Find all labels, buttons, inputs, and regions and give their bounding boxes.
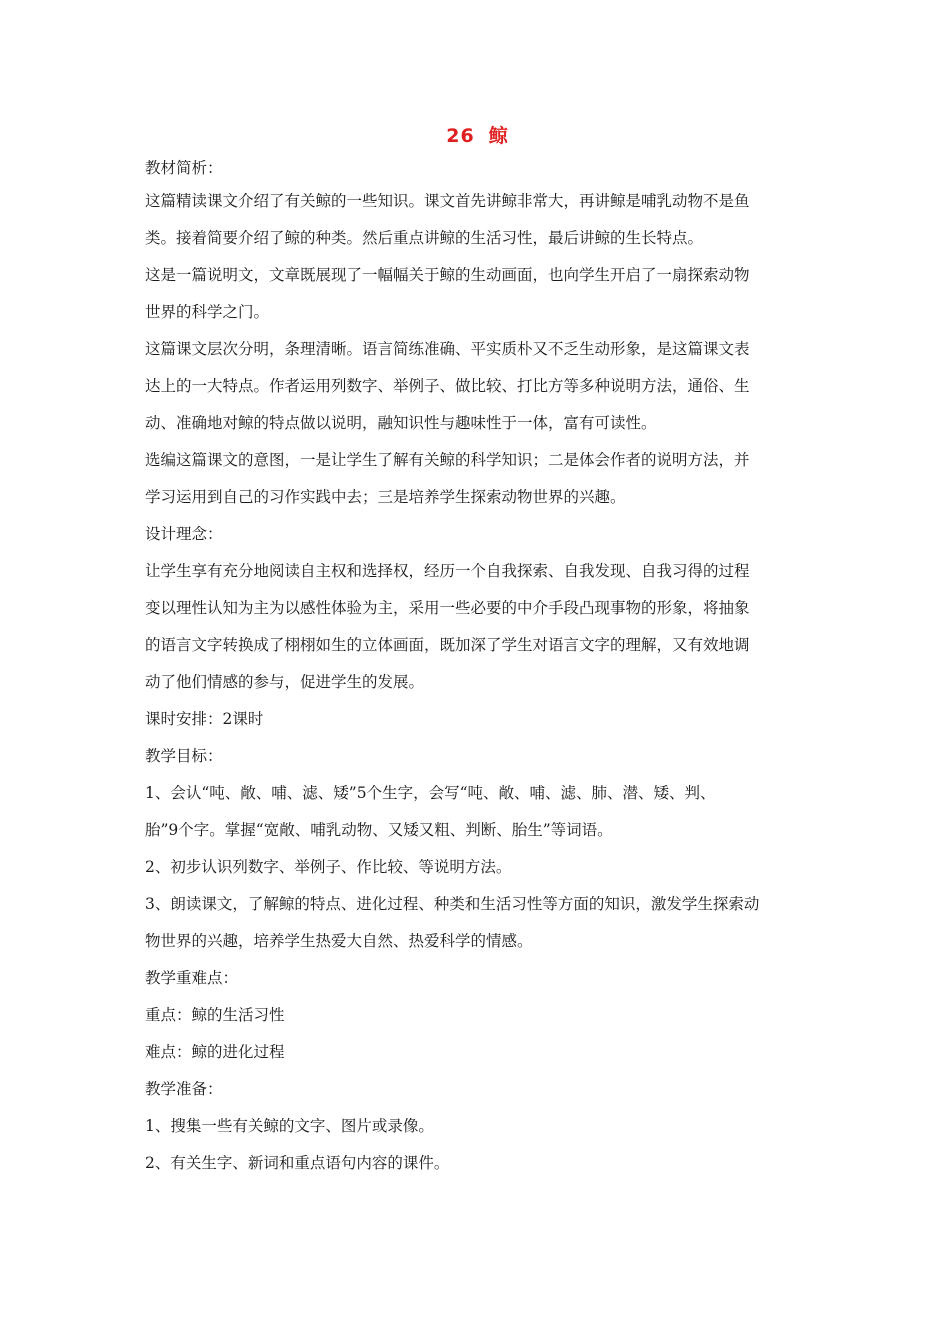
heading-key-difficulties: 教学重难点：: [145, 969, 239, 987]
heading-design-concept: 设计理念：: [145, 525, 223, 543]
text-line: 的语言文字转换成了栩栩如生的立体画面，既加深了学生对语言文字的理解，又有效地调: [145, 636, 750, 654]
text-line: 物世界的兴趣，培养学生热爱大自然、热爱科学的情感。: [145, 932, 533, 950]
text-line: 达上的一大特点。作者运用列数字、举例子、做比较、打比方等多种说明方法，通俗、生: [145, 377, 750, 395]
text-line: 类。接着简要介绍了鲸的种类。然后重点讲鲸的生活习性，最后讲鲸的生长特点。: [145, 229, 704, 247]
text-line: 胎”9个字。掌握“宽敞、哺乳动物、又矮又粗、判断、胎生”等词语。: [145, 821, 613, 839]
heading-preparation: 教学准备：: [145, 1080, 223, 1098]
key-point: 重点：鲸的生活习性: [145, 1006, 285, 1024]
document-body: [145, 154, 810, 1182]
document-page: [145, 118, 810, 1182]
text-line: 1、会认“吨、敞、哺、滤、矮”5个生字，会写“吨、敞、哺、滤、肺、潜、矮、判、: [145, 784, 716, 802]
text-line: 2、初步认识列数字、举例子、作比较、等说明方法。: [145, 858, 512, 876]
lesson-number: 26: [446, 125, 475, 147]
heading-textbook-analysis: 教材简析：: [145, 159, 223, 177]
text-line: 学习运用到自己的习作实践中去；三是培养学生探索动物世界的兴趣。: [145, 488, 626, 506]
class-hours: 课时安排：2课时: [145, 710, 264, 728]
difficult-point: 难点：鲸的进化过程: [145, 1043, 285, 1061]
text-line: 这篇精读课文介绍了有关鲸的一些知识。课文首先讲鲸非常大，再讲鲸是哺乳动物不是鱼: [145, 192, 750, 210]
text-line: 2、有关生字、新词和重点语句内容的课件。: [145, 1154, 450, 1172]
text-line: 动了他们情感的参与，促进学生的发展。: [145, 673, 425, 691]
text-line: 变以理性认知为主为以感性体验为主，采用一些必要的中介手段凸现事物的形象，将抽象: [145, 599, 750, 617]
text-line: 这篇课文层次分明，条理清晰。语言简练准确、平实质朴又不乏生动形象，是这篇课文表: [145, 340, 750, 358]
text-line: 选编这篇课文的意图，一是让学生了解有关鲸的科学知识；二是体会作者的说明方法，并: [145, 451, 750, 469]
text-line: 世界的科学之门。: [145, 303, 270, 321]
text-line: 这是一篇说明文，文章既展现了一幅幅关于鲸的生动画面，也向学生开启了一扇探索动物: [145, 266, 750, 284]
text-line: 让学生享有充分地阅读自主权和选择权，经历一个自我探索、自我发现、自我习得的过程: [145, 562, 750, 580]
page-title: [145, 118, 810, 154]
text-line: 动、准确地对鲸的特点做以说明，融知识性与趣味性于一体，富有可读性。: [145, 414, 657, 432]
heading-teaching-goals: 教学目标：: [145, 747, 223, 765]
text-line: 1、搜集一些有关鲸的文字、图片或录像。: [145, 1117, 434, 1135]
text-line: 3、朗读课文，了解鲸的特点、进化过程、种类和生活习性等方面的知识，激发学生探索动: [145, 895, 760, 913]
lesson-title: 鲸: [488, 125, 509, 147]
